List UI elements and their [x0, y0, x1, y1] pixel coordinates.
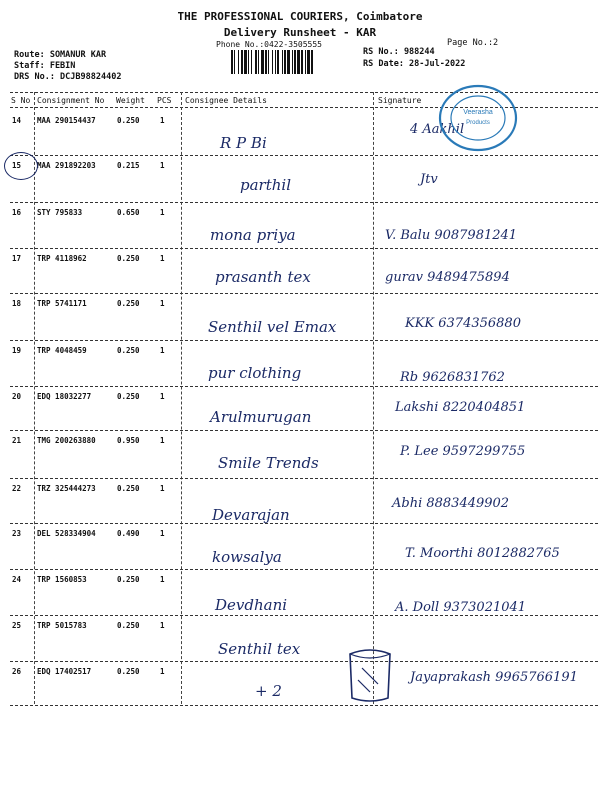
- row-weight: 0.215: [117, 161, 140, 170]
- row-signature-handwritten: Abhi 8883449902: [392, 496, 510, 511]
- row-sno: 23: [12, 529, 22, 538]
- row-signature-handwritten: A. Doll 9373021041: [395, 600, 527, 615]
- jar-doodle: [340, 640, 400, 706]
- company-stamp: [420, 84, 520, 156]
- page-number: Page No.:2: [447, 38, 499, 48]
- row-consignment-no: EDQ 17402517: [37, 667, 92, 676]
- row-consignment-no: TRP 5015783: [37, 621, 87, 630]
- row-consignment-no: MAA 290154437: [37, 116, 96, 125]
- rs-number: RS No.: 988244: [363, 47, 435, 57]
- row-weight: 0.950: [117, 436, 140, 445]
- runsheet-subtitle: Delivery Runsheet - KAR: [223, 26, 377, 39]
- row-consignee-handwritten: parthil: [240, 176, 291, 194]
- route-label: Route: SOMANUR KAR: [14, 50, 107, 60]
- col-header-sno: S No: [11, 96, 31, 105]
- row-pcs: 1: [160, 529, 165, 538]
- row-separator: [10, 340, 598, 341]
- row-separator: [10, 248, 598, 249]
- row-sno: 26: [12, 667, 22, 676]
- rs-date: RS Date: 28-Jul-2022: [363, 59, 466, 69]
- barcode-bar: [292, 50, 293, 74]
- barcode-bar: [258, 50, 259, 74]
- row-consignee-handwritten: Senthil vel Emax: [208, 318, 337, 336]
- row-consignee-handwritten: pur clothing: [208, 364, 302, 382]
- barcode-bar: [251, 50, 252, 74]
- row-weight: 0.250: [117, 667, 140, 676]
- row-separator: [10, 293, 598, 294]
- row-pcs: 1: [160, 208, 165, 217]
- row-weight: 0.250: [117, 299, 140, 308]
- row-sno: 16: [12, 208, 22, 217]
- svg-text:Products: Products: [466, 120, 490, 126]
- row-weight: 0.250: [117, 392, 140, 401]
- barcode-bar: [277, 50, 279, 74]
- row-sno: 17: [12, 254, 22, 263]
- row-consignee-handwritten: Arulmurugan: [210, 408, 312, 426]
- row-weight: 0.250: [117, 116, 140, 125]
- barcode-bar: [272, 50, 273, 74]
- barcode-bar: [234, 50, 235, 74]
- row-consignee-handwritten: mona priya: [210, 226, 296, 244]
- row-consignee-handwritten: prasanth tex: [215, 268, 311, 286]
- barcode-bar: [261, 50, 264, 74]
- row-separator: [10, 202, 598, 203]
- runsheet-title: THE PROFESSIONAL COURIERS, Coimbatore: [177, 10, 423, 23]
- row-pcs: 1: [160, 484, 165, 493]
- row-consignee-handwritten: Senthil tex: [218, 640, 301, 658]
- row-consignment-no: TRP 1560853: [37, 575, 87, 584]
- row-pcs: 1: [160, 346, 165, 355]
- row-sno: 18: [12, 299, 22, 308]
- row-sno: 15: [12, 161, 22, 170]
- row-pcs: 1: [160, 254, 165, 263]
- row-consignment-no: TRP 4048459: [37, 346, 87, 355]
- row-sno: 22: [12, 484, 22, 493]
- barcode-bar: [311, 50, 313, 74]
- barcode-bar: [275, 50, 276, 74]
- barcode-bar: [255, 50, 257, 74]
- staff-label: Staff: FEBIN: [14, 61, 76, 71]
- svg-text:Veerasha: Veerasha: [463, 109, 493, 116]
- row-weight: 0.250: [117, 575, 140, 584]
- row-consignment-no: TRP 5741171: [37, 299, 87, 308]
- row-consignee-handwritten: kowsalya: [212, 548, 282, 566]
- row-consignee-handwritten: Smile Trends: [218, 454, 319, 472]
- barcode-bar: [287, 50, 290, 74]
- row-consignee-handwritten: Devarajan: [212, 506, 290, 524]
- row-consignee-handwritten: R P Bi: [220, 134, 267, 152]
- barcode-bar: [297, 50, 300, 74]
- table-bottom-rule: [10, 705, 598, 706]
- row-weight: 0.490: [117, 529, 140, 538]
- col-header-signature: Signature: [378, 96, 422, 105]
- row-consignment-no: EDQ 18032277: [37, 392, 92, 401]
- row-consignment-no: TRZ 325444273: [37, 484, 96, 493]
- row-signature-handwritten: KKK 6374356880: [405, 316, 521, 331]
- row-separator: [10, 661, 598, 662]
- row-separator: [10, 615, 598, 616]
- row-signature-handwritten: Jayaprakash 9965766191: [410, 670, 578, 685]
- row-consignment-no: TMG 200263880: [37, 436, 96, 445]
- col-header-pcs: PCS: [157, 96, 172, 105]
- row-pcs: 1: [160, 667, 165, 676]
- row-weight: 0.250: [117, 484, 140, 493]
- row-consignment-no: DEL 528334904: [37, 529, 96, 538]
- barcode-bar: [238, 50, 239, 74]
- col-header-consignment: Consignment No: [37, 96, 105, 105]
- row-weight: 0.250: [117, 254, 140, 263]
- handwritten-circle-mark: [4, 152, 38, 180]
- drs-number: DRS No.: DCJB98824402: [14, 72, 122, 82]
- barcode-bar: [305, 50, 306, 74]
- row-signature-handwritten: 4 Aakhil: [410, 122, 465, 137]
- row-pcs: 1: [160, 575, 165, 584]
- row-sno: 19: [12, 346, 22, 355]
- barcode-bar: [268, 50, 269, 74]
- row-signature-handwritten: Lakshi 8220404851: [395, 400, 526, 415]
- row-separator: [10, 478, 598, 479]
- row-consignee-handwritten: Devdhani: [215, 596, 288, 614]
- row-separator: [10, 386, 598, 387]
- barcode-bar: [284, 50, 286, 74]
- barcode-bar: [244, 50, 247, 74]
- row-separator: [10, 523, 598, 524]
- row-signature-handwritten: P. Lee 9597299755: [400, 444, 526, 459]
- col-header-consignee: Consignee Details: [185, 96, 267, 105]
- row-sno: 21: [12, 436, 22, 445]
- row-consignment-no: STY 795833: [37, 208, 83, 217]
- barcode-bar: [231, 50, 233, 74]
- row-pcs: 1: [160, 161, 165, 170]
- barcode: [231, 50, 359, 74]
- row-sno: 24: [12, 575, 22, 584]
- row-signature-handwritten: Jtv: [420, 172, 438, 187]
- row-signature-handwritten: gurav 9489475894: [385, 270, 510, 285]
- row-sno: 14: [12, 116, 22, 125]
- row-signature-handwritten: Rb 9626831762: [400, 370, 505, 385]
- col-header-weight: Weight: [116, 96, 145, 105]
- barcode-bar: [307, 50, 310, 74]
- barcode-bar: [294, 50, 296, 74]
- barcode-bar: [241, 50, 243, 74]
- row-pcs: 1: [160, 116, 165, 125]
- barcode-bar: [282, 50, 283, 74]
- barcode-bar: [301, 50, 303, 74]
- column-divider: [373, 92, 374, 704]
- row-separator: [10, 569, 598, 570]
- row-separator: [10, 430, 598, 431]
- barcode-bar: [265, 50, 267, 74]
- row-consignment-no: TRP 4118962: [37, 254, 87, 263]
- row-sno: 25: [12, 621, 22, 630]
- row-pcs: 1: [160, 392, 165, 401]
- row-signature-handwritten: T. Moorthi 8012882765: [405, 546, 560, 561]
- row-signature-handwritten: V. Balu 9087981241: [385, 228, 518, 243]
- row-weight: 0.250: [117, 346, 140, 355]
- row-pcs: 1: [160, 621, 165, 630]
- row-consignment-no: MAA 291892203: [37, 161, 96, 170]
- column-divider: [34, 92, 35, 704]
- row-consignee-handwritten: + 2: [255, 682, 282, 700]
- row-pcs: 1: [160, 436, 165, 445]
- row-weight: 0.250: [117, 621, 140, 630]
- row-pcs: 1: [160, 299, 165, 308]
- row-weight: 0.650: [117, 208, 140, 217]
- barcode-bar: [248, 50, 249, 74]
- row-sno: 20: [12, 392, 22, 401]
- phone-number: Phone No.:0422-3505555: [216, 40, 322, 49]
- column-divider: [181, 92, 182, 704]
